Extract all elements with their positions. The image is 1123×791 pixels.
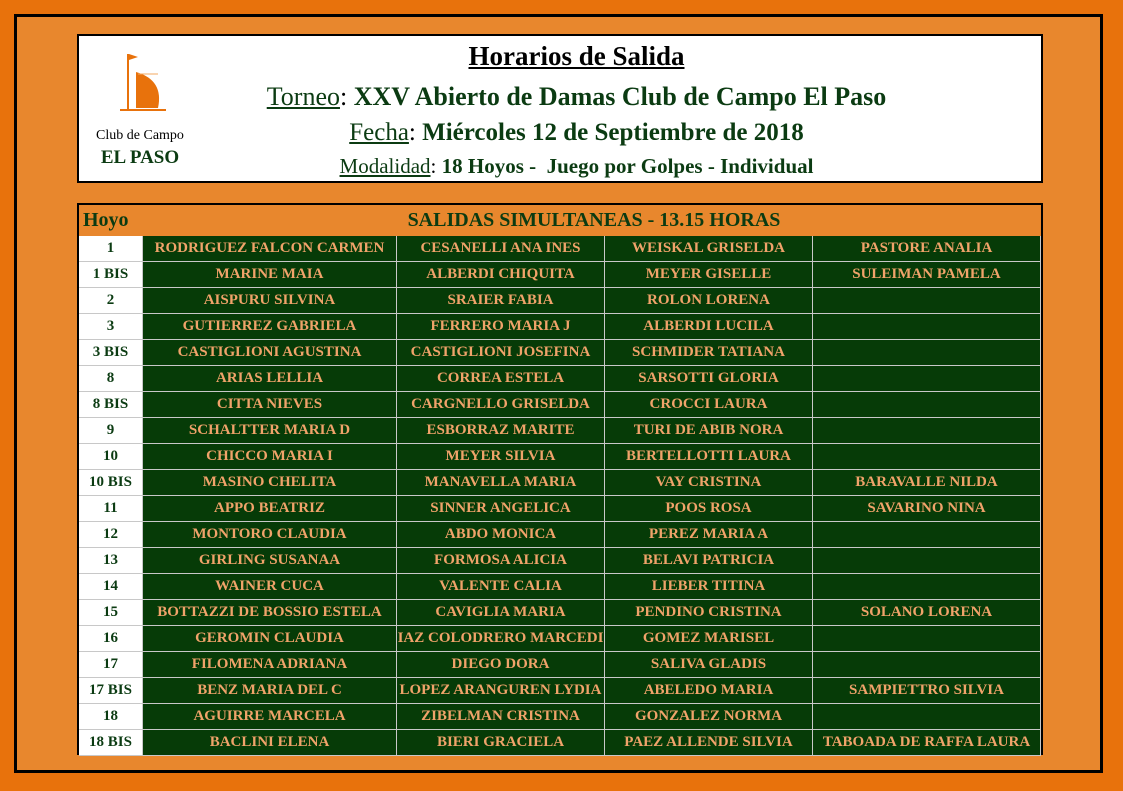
- player-cell: [813, 548, 1041, 574]
- table-body: [79, 236, 1041, 756]
- player-cell: TURI DE ABIB NORA: [605, 418, 813, 444]
- player-cell: MASINO CHELITA: [143, 470, 397, 496]
- player-cell: GEROMIN CLAUDIA: [143, 626, 397, 652]
- player-cell: FORMOSA ALICIA: [397, 548, 605, 574]
- table-row: [79, 574, 1041, 600]
- player-cell: BENZ MARIA DEL C: [143, 678, 397, 704]
- player-cell: MEYER GISELLE: [605, 262, 813, 288]
- player-cell: CARGNELLO GRISELDA: [397, 392, 605, 418]
- modalidad-line: Modalidad: 18 Hoyos - Juego por Golpes - Individual: [339, 154, 814, 178]
- table-row: [79, 678, 1041, 704]
- player-cell: AGUIRRE MARCELA: [143, 704, 397, 730]
- table-row: [79, 626, 1041, 652]
- player-cell: [813, 444, 1041, 470]
- player-cell: ARIAS LELLIA: [143, 366, 397, 392]
- tee-times-table: [77, 203, 1043, 755]
- fecha-value: Miércoles 12 de Septiembre de 2018: [422, 119, 804, 146]
- player-cell: FILOMENA ADRIANA: [143, 652, 397, 678]
- table-row: [79, 704, 1041, 730]
- table-row: [79, 340, 1041, 366]
- table-row: [79, 262, 1041, 288]
- hoyo-cell: 10: [79, 444, 143, 470]
- player-cell: CASTIGLIONI AGUSTINA: [143, 340, 397, 366]
- player-cell: VALENTE CALIA: [397, 574, 605, 600]
- hoyo-cell: 2: [79, 288, 143, 314]
- player-cell: [813, 366, 1041, 392]
- player-cell: [813, 626, 1041, 652]
- hoyo-cell: 12: [79, 522, 143, 548]
- player-cell: BELAVI PATRICIA: [605, 548, 813, 574]
- hoyo-cell: 3: [79, 314, 143, 340]
- player-cell: PAEZ ALLENDE SILVIA: [605, 730, 813, 756]
- player-cell: CITTA NIEVES: [143, 392, 397, 418]
- player-cell: SCHALTTER MARIA D: [143, 418, 397, 444]
- player-cell: LOPEZ ARANGUREN LYDIA: [397, 678, 605, 704]
- hoyo-cell: 16: [79, 626, 143, 652]
- salidas-header: SALIDAS SIMULTANEAS - 13.15 HORAS: [407, 209, 781, 231]
- player-cell: SRAIER FABIA: [397, 288, 605, 314]
- table-row: [79, 366, 1041, 392]
- player-cell: RODRIGUEZ FALCON CARMEN: [143, 236, 397, 262]
- player-cell: FERRERO MARIA J: [397, 314, 605, 340]
- player-cell: GOMEZ MARISEL: [605, 626, 813, 652]
- table-row: [79, 548, 1041, 574]
- hoyo-cell: 17 BIS: [79, 678, 143, 704]
- player-cell: CAVIGLIA MARIA: [397, 600, 605, 626]
- hoyo-cell: 1 BIS: [79, 262, 143, 288]
- hoyo-cell: 8 BIS: [79, 392, 143, 418]
- player-cell: [813, 522, 1041, 548]
- table-row: [79, 470, 1041, 496]
- player-cell: CORREA ESTELA: [397, 366, 605, 392]
- player-cell: IAZ COLODRERO MARCEDI: [397, 626, 605, 652]
- torneo-line: Torneo: XXV Abierto de Damas Club de Campo El Paso: [266, 82, 887, 111]
- player-cell: SALIVA GLADIS: [605, 652, 813, 678]
- player-cell: BACLINI ELENA: [143, 730, 397, 756]
- logo-club-name: EL PASO: [100, 147, 180, 168]
- table-row: [79, 392, 1041, 418]
- player-cell: GONZALEZ NORMA: [605, 704, 813, 730]
- table-row: [79, 652, 1041, 678]
- player-cell: SAVARINO NINA: [813, 496, 1041, 522]
- player-cell: [813, 704, 1041, 730]
- player-cell: BOTTAZZI DE BOSSIO ESTELA: [143, 600, 397, 626]
- fecha-label: Fecha: [349, 119, 409, 146]
- player-cell: SARSOTTI GLORIA: [605, 366, 813, 392]
- table-row: [79, 730, 1041, 756]
- hoyo-cell: 10 BIS: [79, 470, 143, 496]
- player-cell: DIEGO DORA: [397, 652, 605, 678]
- hoyo-cell: 18: [79, 704, 143, 730]
- player-cell: MEYER SILVIA: [397, 444, 605, 470]
- player-cell: [813, 574, 1041, 600]
- player-cell: GIRLING SUSANAA: [143, 548, 397, 574]
- table-row: [79, 600, 1041, 626]
- player-cell: SULEIMAN PAMELA: [813, 262, 1041, 288]
- logo-club-text: Club de Campo: [96, 128, 184, 143]
- player-cell: BARAVALLE NILDA: [813, 470, 1041, 496]
- hoyo-cell: 11: [79, 496, 143, 522]
- hoyo-cell: 8: [79, 366, 143, 392]
- table-row: [79, 236, 1041, 262]
- hoyo-cell: 15: [79, 600, 143, 626]
- player-cell: LIEBER TITINA: [605, 574, 813, 600]
- hoyo-cell: 18 BIS: [79, 730, 143, 756]
- player-cell: ROLON LORENA: [605, 288, 813, 314]
- player-cell: SAMPIETTRO SILVIA: [813, 678, 1041, 704]
- player-cell: WAINER CUCA: [143, 574, 397, 600]
- player-cell: SINNER ANGELICA: [397, 496, 605, 522]
- player-cell: CESANELLI ANA INES: [397, 236, 605, 262]
- player-cell: CROCCI LAURA: [605, 392, 813, 418]
- player-cell: MONTORO CLAUDIA: [143, 522, 397, 548]
- player-cell: [813, 652, 1041, 678]
- player-cell: BERTELLOTTI LAURA: [605, 444, 813, 470]
- hoyo-cell: 1: [79, 236, 143, 262]
- player-cell: GUTIERREZ GABRIELA: [143, 314, 397, 340]
- player-cell: SCHMIDER TATIANA: [605, 340, 813, 366]
- player-cell: POOS ROSA: [605, 496, 813, 522]
- player-cell: WEISKAL GRISELDA: [605, 236, 813, 262]
- page-title: Horarios de Salida: [468, 41, 685, 71]
- player-cell: ESBORRAZ MARITE: [397, 418, 605, 444]
- player-cell: CHICCO MARIA I: [143, 444, 397, 470]
- player-cell: [813, 340, 1041, 366]
- table-row: [79, 444, 1041, 470]
- player-cell: ZIBELMAN CRISTINA: [397, 704, 605, 730]
- hoyo-cell: 9: [79, 418, 143, 444]
- player-cell: MARINE MAIA: [143, 262, 397, 288]
- player-cell: [813, 392, 1041, 418]
- player-cell: ALBERDI CHIQUITA: [397, 262, 605, 288]
- club-logo: [90, 50, 200, 170]
- player-cell: PEREZ MARIA A: [605, 522, 813, 548]
- player-cell: [813, 418, 1041, 444]
- table-row: [79, 314, 1041, 340]
- torneo-value: XXV Abierto de Damas Club de Campo El Paso: [353, 82, 887, 111]
- player-cell: MANAVELLA MARIA: [397, 470, 605, 496]
- player-cell: SOLANO LORENA: [813, 600, 1041, 626]
- hoyo-column-header: Hoyo: [83, 209, 129, 231]
- player-cell: ALBERDI LUCILA: [605, 314, 813, 340]
- player-cell: [813, 314, 1041, 340]
- player-cell: ABDO MONICA: [397, 522, 605, 548]
- player-cell: TABOADA DE RAFFA LAURA: [813, 730, 1041, 756]
- hoyo-cell: 14: [79, 574, 143, 600]
- modalidad-value: 18 Hoyos - Juego por Golpes - Individual: [441, 154, 814, 178]
- table-row: [79, 418, 1041, 444]
- player-cell: BIERI GRACIELA: [397, 730, 605, 756]
- table-header: [79, 205, 1041, 236]
- table-row: [79, 288, 1041, 314]
- player-cell: VAY CRISTINA: [605, 470, 813, 496]
- modalidad-label: Modalidad: [339, 154, 431, 178]
- player-cell: APPO BEATRIZ: [143, 496, 397, 522]
- player-cell: ABELEDO MARIA: [605, 678, 813, 704]
- fecha-line: Fecha: Miércoles 12 de Septiembre de 2018: [349, 119, 804, 146]
- player-cell: AISPURU SILVINA: [143, 288, 397, 314]
- player-cell: [813, 288, 1041, 314]
- hoyo-cell: 17: [79, 652, 143, 678]
- hoyo-cell: 3 BIS: [79, 340, 143, 366]
- table-row: [79, 522, 1041, 548]
- player-cell: PASTORE ANALIA: [813, 236, 1041, 262]
- hoyo-cell: 13: [79, 548, 143, 574]
- player-cell: CASTIGLIONI JOSEFINA: [397, 340, 605, 366]
- flag-sail-icon: [118, 50, 170, 128]
- table-row: [79, 496, 1041, 522]
- torneo-label: Torneo: [266, 82, 340, 111]
- player-cell: PENDINO CRISTINA: [605, 600, 813, 626]
